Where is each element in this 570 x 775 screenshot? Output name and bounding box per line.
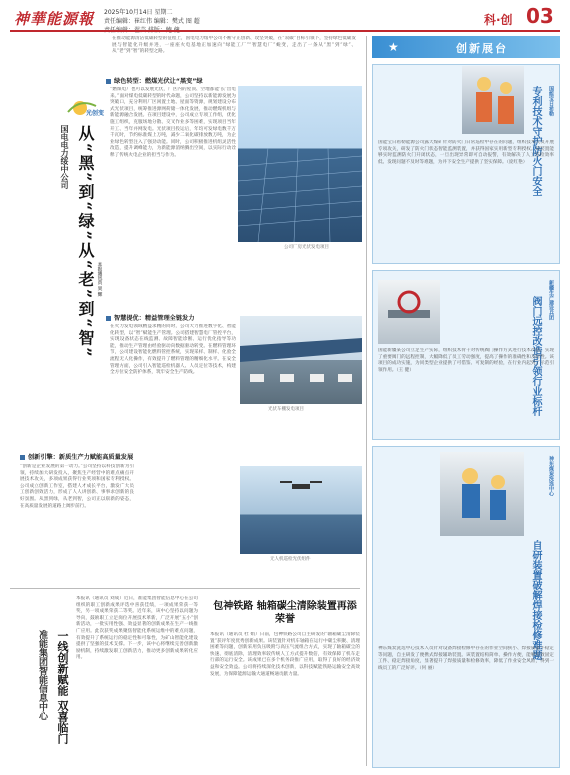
section1-heading: 绿色转型：燃煤光伏让“黑变”绿: [106, 76, 203, 85]
article3-photo: [440, 452, 524, 536]
feature-byline: 本报通讯员 吴 辉: [97, 262, 102, 297]
section3-heading: 创新引擎：新质生产力赋能高质量发展: [20, 452, 133, 461]
article3-title: 自研装置破解焊接检修难题: [530, 540, 541, 660]
photo2-caption: 光伏车棚发电项目: [268, 407, 304, 412]
heading-marker: [106, 316, 111, 321]
page-number: 03: [526, 4, 554, 28]
article2-body: 国能新疆某公司立足生产实际，组织技术骨干对传统阀门操作方式进行技术改造，实现了重要阀门的远程控制，大幅降低了员工劳动强度，提高了操作的准确性和及时性。该项目的成功实施，为同类型企业提供了可借鉴、可复制的经验，在行业内起到了示范引领作用。（王 健）: [378, 348, 554, 373]
valve-graphic: [378, 280, 440, 344]
photo-carport: [240, 316, 362, 404]
banner-star-icon: ★: [388, 40, 399, 54]
banner-title: 创新展台: [456, 42, 508, 55]
feature-lead: 在推动能源清洁低碳转型的征程上，国电电力绥中公司不断守正创新、攻坚突破，在“双碳”目标引领下，坚持绿色低碳发展与智能化升级并进，一座座火电基地正加速向“绿能工厂”“智慧电厂”蜕变，走出了一条从“黑”到“绿”、从“老”到“智”的转型之路。: [112, 36, 356, 55]
section2-heading: 智慧提优：精益管理全链发力: [106, 313, 194, 322]
column-tag-badge: [66, 96, 106, 118]
bottom-right-title: [210, 600, 360, 626]
article1-tag: 国能宝日希勒: [548, 86, 554, 116]
bottom-divider: [10, 588, 360, 589]
article2-title: 阀门远控改造引领行业标杆: [530, 296, 541, 416]
drone-graphic: [240, 466, 362, 554]
welding-graphic: [440, 452, 524, 536]
bottom-left-body: 本报讯（通讯员 刘成）近日，准能集团智能信息中心在公司组织的职工创新成果评选中喜获佳绩，一项成果荣获一等奖，另一项成果荣获二等奖。近年来，该中心坚持以问题为导向，鼓励职工立足岗位开展技术革新，广泛开展“五小”创新活动，一批实用性强、效益显著的创新成果在生产一线推广应用。此次获奖成果聚焦智能化系统运维中的难点问题，有效提升了系统运行的稳定性和可靠性，为矿山智能化建设提供了坚强的技术支撑。下一步，该中心将继续完善创新激励机制，持续激发职工创新活力，推动更多创新成果转化应用。: [76, 596, 198, 661]
masthead-date: 2025年10月14日 星期二: [104, 9, 173, 16]
article1-photo: [462, 66, 524, 134]
section2-body: 在火力发电领域精益求精的同时，公司大力推进数字化、智能化转型，以“智”赋能生产管理。公司搭建智慧电厂管控平台，实现设备状态在线监测、故障智能诊断、运行优化指导等功能，推动生产管理由经验驱动向数据驱动转变。在燃料管理环节，公司建设智能化燃料管控系统，实现采样、制样、化验全流程无人化操作，有效提升了燃料管理的精细化水平。在安全管理方面，公司引入智能巡检机器人、人员定位等技术，构建全方位安全防护体系，筑牢安全生产防线。: [110, 324, 236, 376]
article1-title: 专利技术守护防火门安全: [530, 86, 541, 196]
bottom-right-body: 本报讯（通讯员 杜 娟）日前，包神铁路公司自主研发的“轴箱碳尘清除装置”获评年度优秀创新成果。该装置针对机车轴箱在运行中碳尘积聚、清理困难等问题，创新采用负压吸附与高压气流组合方式，实现了轴箱碳尘的快速、彻底清除，清理效率较传统人工方式提升数倍，有效保障了机车走行部的运行安全。该成果已在多个机务段推广应用，取得了良好的经济效益和安全效益。公司将持续深化技术创新，以科技赋能铁路运输安全高效发展，为保障能源运输大通道畅通贡献力量。: [210, 632, 360, 677]
column-tag: 光创变: [86, 110, 105, 117]
article3-body: 神东煤炭洗选中心技术人员针对设备焊接检修中存在的作业空间狭小、焊接质量不稳定等问题，自主研发了便携式焊接辅助装置。该装置结构简单、操作方便，能够有效固定工件、稳定焊接角度，显著提升了焊接质量和检修效率，降低了作业安全风险，得到一线员工的广泛好评。（何 丽）: [378, 646, 554, 671]
bottom-left-title: 一线创新赋能 双喜临门: [56, 630, 69, 744]
section3-continued: [138, 464, 238, 584]
article2-tag: 新疆生产建设兵团: [548, 280, 554, 320]
section-name: 科·创: [484, 13, 513, 27]
photo3-caption: 无人机巡检光伏组件: [270, 557, 311, 562]
masthead-reviewer: 责任编辑：崔红伟 编辑：樊式 图 超: [104, 18, 200, 25]
feature-kicker: 国电电力绥中公司: [60, 125, 70, 189]
bottom-right-title-text: 包神铁路 轴箱碳尘清除装置再添荣誉: [213, 601, 357, 625]
column-divider: [366, 36, 367, 766]
carport-graphic: [240, 316, 362, 404]
feature-title: 从“黑”到“绿”从“老”到“智”: [76, 125, 95, 359]
article1-body: 国能宝日希勒能源公司露天煤矿针对防火门日常巡检中存在的问题，组织技术人员开展专项攻关，研发了防火门状态智能监测装置，并获得国家实用新型专利授权。该装置能够实时监测防火门开闭状态，一旦出现异常即可自动报警，有效解决了人工巡检效率低、发现问题不及时等难题，为井下安全生产提供了坚实保障。（庞红艳）: [378, 140, 554, 165]
right-banner: [372, 36, 560, 58]
heading-marker: [106, 79, 111, 84]
engineers-graphic: [462, 66, 524, 134]
article3-tag: 神东煤炭洗选中心: [548, 456, 554, 496]
solar-panel-graphic: [238, 86, 362, 242]
heading-marker: [20, 455, 25, 460]
photo1-caption: 公司厂房光伏发电项目: [284, 245, 329, 250]
section1-continued: [240, 254, 360, 314]
photo-drone: [240, 466, 362, 554]
masthead-rule: [10, 30, 560, 32]
photo-solar-roof: [238, 86, 362, 242]
section2-continued: [240, 414, 360, 462]
section3-body: “创新是企业发展的第一动力。”公司坚持以科技创新为引领，持续加大研发投入，聚焦生产经营中的难点痛点开展技术攻关，多项成果获得行业奖项和国家专利授权。公司成立创新工作室，搭建人才成长平台，激发广大员工创新创效活力，形成了人人讲创新、事事求创新的良好氛围。从黑到绿，从老到智，公司正以崭新的姿态，在高质量发展的道路上阔步前行。: [20, 464, 134, 509]
bottom-left-kicker: 准能集团智能信息中心: [37, 630, 47, 720]
article2-photo: [378, 280, 440, 344]
masthead-logo: 神華能源報: [14, 10, 95, 28]
section1-body: “燃煤电厂也可以发展光伏，厂区内的屋顶、空地都能‘长’出电来。”面对煤电低碳转型的时代命题，公司坚持以新能源发展为突破口，充分利用厂区闲置土地、屋面等资源，规划建设分布式光伏项目，统筹推进源网荷储一体化发展，推动燃煤机组与新能源融合发展。在项目建设中，公司成立专项工作组，优化施工组织，克服场地分散、交叉作业多等困难，实现项目当年开工、当年并网发电。光伏项目投运后，年均可发绿电数千万千瓦时，节约标准煤上万吨，减少二氧化碳排放数万吨，为企业绿色转型注入了强劲动能。同时，公司积极推进机组灵活性改造，提升调峰能力，为新能源消纳腾出空间，以实际行动诠释了传统火电企业的担当与作为。: [110, 87, 236, 158]
